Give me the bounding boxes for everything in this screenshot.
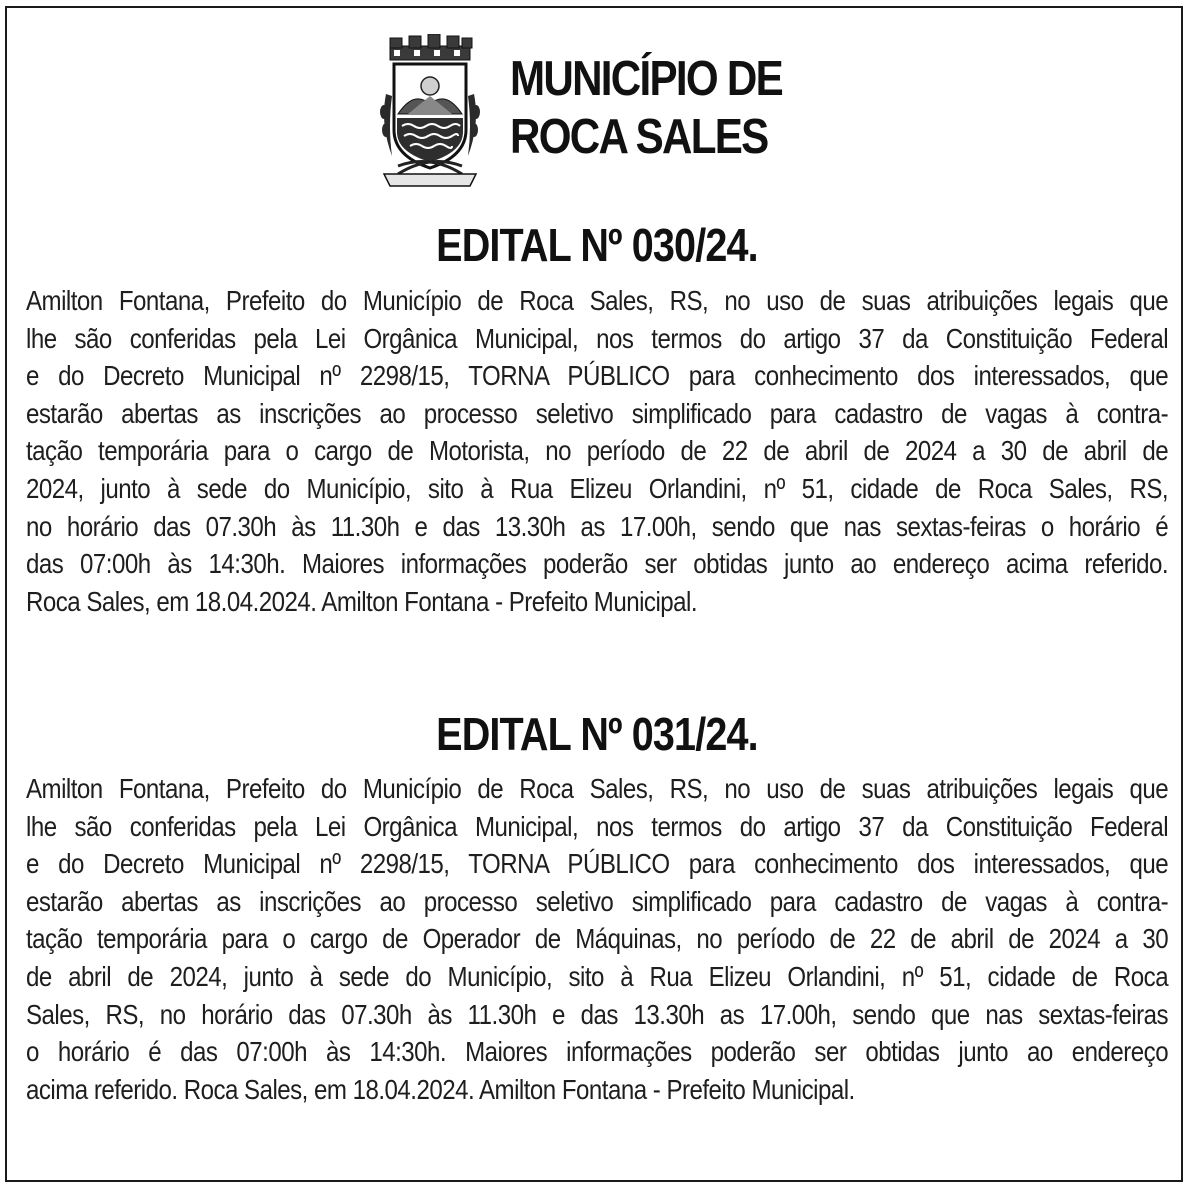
edital-body-031 xyxy=(26,770,1168,1108)
municipality-name-line2: ROCA SALES xyxy=(510,110,768,164)
coat-of-arms-icon xyxy=(378,34,482,192)
municipality-name-line1: MUNICÍPIO DE xyxy=(510,52,783,106)
municipality-header xyxy=(378,34,838,194)
edital-031-line: lhe são conferidas pela Lei Orgânica Municipal, nos termos do artigo 37 da Constituição Federal xyxy=(26,810,1169,842)
edital-031-line: e do Decreto Municipal nº 2298/15, TORNA PÚBLICO para conhecimento dos interessados, que xyxy=(26,848,1169,880)
edital-031-line: tação temporária para o cargo de Operador de Máquinas, no período de 22 de abril de 2024 a 30 xyxy=(26,923,1169,955)
edital-030-line: das 07:00h às 14:30h. Maiores informações poderão ser obtidas junto ao endereço acima referido. xyxy=(26,548,1169,580)
edital-031-line: acima referido. Roca Sales, em 18.04.2024. Amilton Fontana - Prefeito Municipal. xyxy=(26,1073,855,1105)
edital-030-line: tação temporária para o cargo de Motorista, no período de 22 de abril de 2024 a 30 de abril de xyxy=(26,435,1169,467)
edital-title-030: EDITAL Nº 030/24. xyxy=(435,219,758,271)
edital-031-line: estarão abertas as inscrições ao processo seletivo simplificado para cadastro de vagas à contra- xyxy=(26,885,1169,917)
edital-body-030 xyxy=(26,282,1168,620)
edital-030-line: Amilton Fontana, Prefeito do Município de Roca Sales, RS, no uso de suas atribuições legais que xyxy=(26,285,1169,316)
edital-031-line: Sales, RS, no horário das 07.30h às 11.30h e das 13.30h as 17.00h, sendo que nas sextas-feiras xyxy=(26,998,1169,1030)
edital-030-line: e do Decreto Municipal nº 2298/15, TORNA PÚBLICO para conhecimento dos interessados, que xyxy=(26,360,1169,392)
edital-030-line: Roca Sales, em 18.04.2024. Amilton Fontana - Prefeito Municipal. xyxy=(26,585,698,617)
edital-031-line: o horário é das 07:00h às 14:30h. Maiores informações poderão ser obtidas junto ao endereço xyxy=(26,1036,1169,1068)
edital-030-line: 2024, junto à sede do Município, sito à Rua Elizeu Orlandini, nº 51, cidade de Roca Sales, RS, xyxy=(26,472,1169,504)
edital-031-line: Amilton Fontana, Prefeito do Município de Roca Sales, RS, no uso de suas atribuições legais que xyxy=(26,773,1169,804)
edital-030-line: lhe são conferidas pela Lei Orgânica Municipal, nos termos do artigo 37 da Constituição Federal xyxy=(26,322,1169,354)
edital-030-line: no horário das 07.30h às 11.30h e das 13.30h as 17.00h, sendo que nas sextas-feiras o horário é xyxy=(26,510,1169,542)
edital-031-line: de abril de 2024, junto à sede do Município, sito à Rua Elizeu Orlandini, nº 51, cidade de Roca xyxy=(26,960,1169,992)
edital-title-031: EDITAL Nº 031/24. xyxy=(435,708,758,760)
edital-030-line: estarão abertas as inscrições ao processo seletivo simplificado para cadastro de vagas à contra- xyxy=(26,397,1169,429)
municipality-name xyxy=(510,50,785,166)
